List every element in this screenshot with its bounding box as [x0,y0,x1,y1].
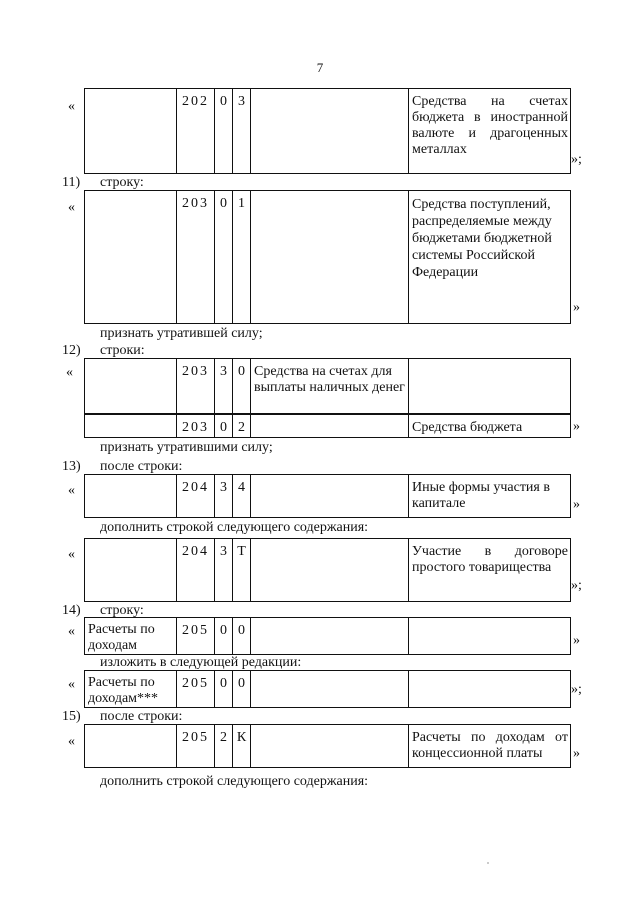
digit-cell: 0 [233,671,251,708]
empty-cell [251,89,409,174]
empty-cell [251,415,409,438]
close-quote: »; [571,578,582,593]
instruction-text: признать утратившей силу; [100,326,263,341]
empty-cell [251,475,409,518]
empty-cell [251,191,409,324]
open-quote: « [68,624,75,639]
empty-cell [251,618,409,655]
empty-cell [251,539,409,602]
page-number: 7 [316,60,324,75]
name-cell [85,725,177,768]
table-row [84,617,571,655]
table-row [84,474,571,518]
open-quote: « [68,547,75,562]
table-row [84,190,571,324]
open-quote: « [68,677,75,692]
instruction-text: дополнить строкой следующего содержания: [100,774,369,789]
empty-cell [251,671,409,708]
description-cell: Участие в договоре простого товарищества [409,539,571,602]
open-quote: « [68,483,75,498]
digit-cell: 3 [215,475,233,518]
description-cell: Средства поступлений, распределяемые между бюджетами бюджетной системы Российской Федерации [409,191,571,324]
instruction-text: признать утратившими силу; [100,440,273,455]
close-quote: » [573,633,580,648]
table-row [84,414,571,438]
item-text: строку: [100,603,144,618]
code-cell: 205 [177,725,215,768]
name-cell: Расчеты по доходам*** [85,671,177,708]
close-quote: » [573,300,580,315]
table-row [84,670,571,708]
description-cell: Средства бюджета [409,415,571,438]
close-quote: » [573,497,580,512]
digit-cell: 0 [215,671,233,708]
code-cell: 205 [177,618,215,655]
instruction-text: дополнить строкой следующего содержания: [100,520,369,535]
item-number: 15) [62,709,81,724]
scan-artifact [487,862,489,864]
digit-cell: 0 [215,415,233,438]
close-quote: » [573,746,580,761]
close-quote: »; [571,682,582,697]
table-row [84,538,571,602]
digit-cell: 3 [233,89,251,174]
item-text: строки: [100,343,145,358]
digit-cell: 0 [233,618,251,655]
description-cell: Иные формы участия в капитале [409,475,571,518]
digit-cell: 0 [215,89,233,174]
name-cell [85,415,177,438]
name-cell: Расчеты по доходам [85,618,177,655]
item-number: 14) [62,603,81,618]
close-quote: » [573,419,580,434]
name-description-cell: Средства на счетах для выплаты наличных денег [251,359,409,414]
open-quote: « [68,99,75,114]
digit-cell: 3 [215,359,233,414]
table-row [84,358,571,414]
item-number: 13) [62,459,81,474]
empty-cell [251,725,409,768]
digit-cell: 3 [215,539,233,602]
open-quote: « [68,200,75,215]
empty-cell [409,359,571,414]
digit-cell: 1 [233,191,251,324]
code-cell: 202 [177,89,215,174]
code-cell: 204 [177,475,215,518]
close-quote: »; [571,152,582,167]
table-row [84,88,571,174]
name-cell [85,191,177,324]
empty-cell [409,618,571,655]
digit-cell: 2 [233,415,251,438]
digit-cell: 0 [215,191,233,324]
item-text: после строки: [100,459,183,474]
item-text: после строки: [100,709,183,724]
name-cell [85,539,177,602]
name-cell [85,89,177,174]
digit-cell: 0 [215,618,233,655]
item-number: 11) [62,175,81,190]
digit-cell: Т [233,539,251,602]
open-quote: « [66,365,73,380]
digit-cell: К [233,725,251,768]
name-cell [85,359,177,414]
digit-cell: 4 [233,475,251,518]
name-cell [85,475,177,518]
instruction-text: изложить в следующей редакции: [100,655,302,670]
code-cell: 203 [177,415,215,438]
digit-cell: 0 [233,359,251,414]
description-cell: Средства на счетах бюджета в иностранной валюте и драгоценных металлах [409,89,571,174]
description-cell: Расчеты по доходам от концессионной платы [409,725,571,768]
code-cell: 203 [177,191,215,324]
code-cell: 205 [177,671,215,708]
code-cell: 203 [177,359,215,414]
item-number: 12) [62,343,81,358]
table-row [84,724,571,768]
item-text: строку: [100,175,144,190]
digit-cell: 2 [215,725,233,768]
open-quote: « [68,734,75,749]
empty-cell [409,671,571,708]
code-cell: 204 [177,539,215,602]
